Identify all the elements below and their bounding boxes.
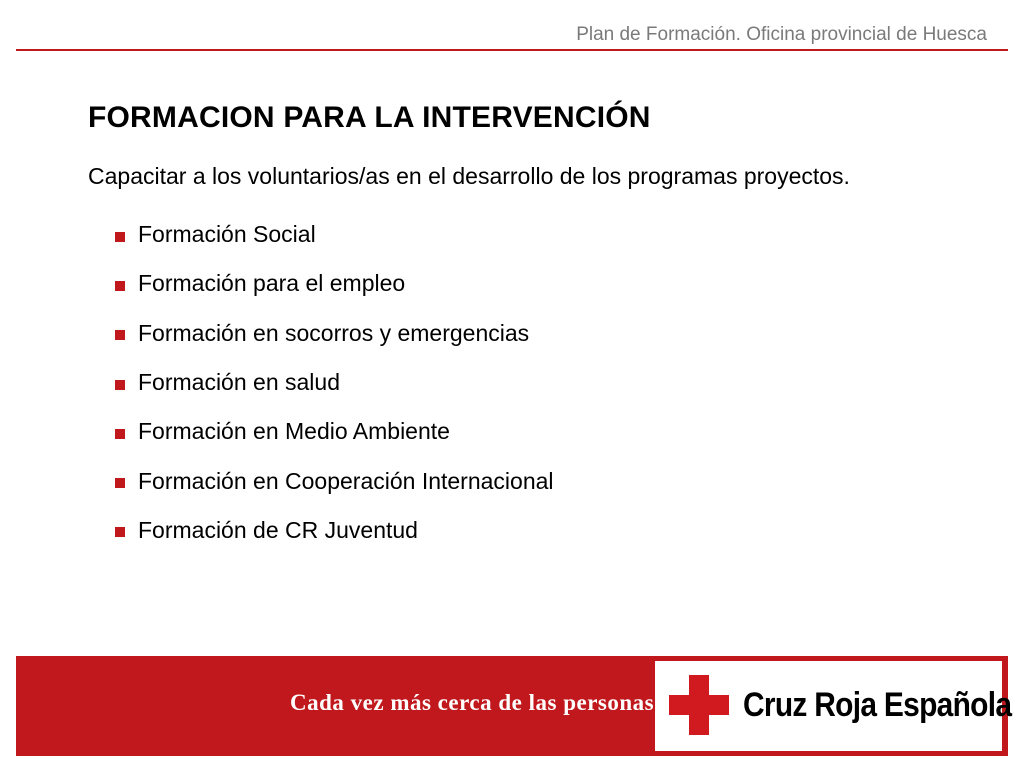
bullet-text: Formación para el empleo — [138, 270, 406, 297]
bullet-square-icon — [115, 478, 125, 488]
bullet-item — [115, 456, 554, 505]
bullet-square-icon — [115, 330, 125, 340]
slide-subtitle: Capacitar a los voluntarios/as en el desarrollo de los programas proyectos. — [88, 163, 850, 189]
bullet-text: Formación en socorros y emergencias — [138, 319, 530, 346]
red-cross-icon — [669, 675, 729, 735]
bullet-text: Formación en Medio Ambiente — [138, 418, 450, 445]
footer-slogan: Cada vez más cerca de las personas — [290, 690, 655, 715]
bullet-square-icon — [115, 281, 125, 291]
bullet-text: Formación de CR Juventud — [138, 516, 418, 543]
slide-title: FORMACION PARA LA INTERVENCIÓN — [88, 101, 651, 134]
cruz-roja-logo — [655, 661, 1012, 751]
bullet-list — [115, 210, 554, 555]
header-text: Plan de Formación. Oficina provincial de Huesca — [576, 24, 987, 45]
bullet-square-icon — [115, 380, 125, 390]
bullet-item — [115, 506, 554, 555]
bullet-square-icon — [115, 527, 125, 537]
bullet-text: Formación Social — [138, 221, 316, 248]
bullet-item — [115, 309, 554, 358]
bullet-text: Formación en Cooperación Internacional — [138, 467, 554, 494]
bullet-square-icon — [115, 232, 125, 242]
bullet-item — [115, 259, 554, 308]
bullet-square-icon — [115, 429, 125, 439]
bullet-text: Formación en salud — [138, 369, 340, 396]
bullet-item — [115, 407, 554, 456]
header-divider — [16, 49, 1008, 51]
bullet-item — [115, 358, 554, 407]
logo-text: Cruz Roja Española — [743, 686, 1012, 724]
bullet-item — [115, 210, 554, 259]
